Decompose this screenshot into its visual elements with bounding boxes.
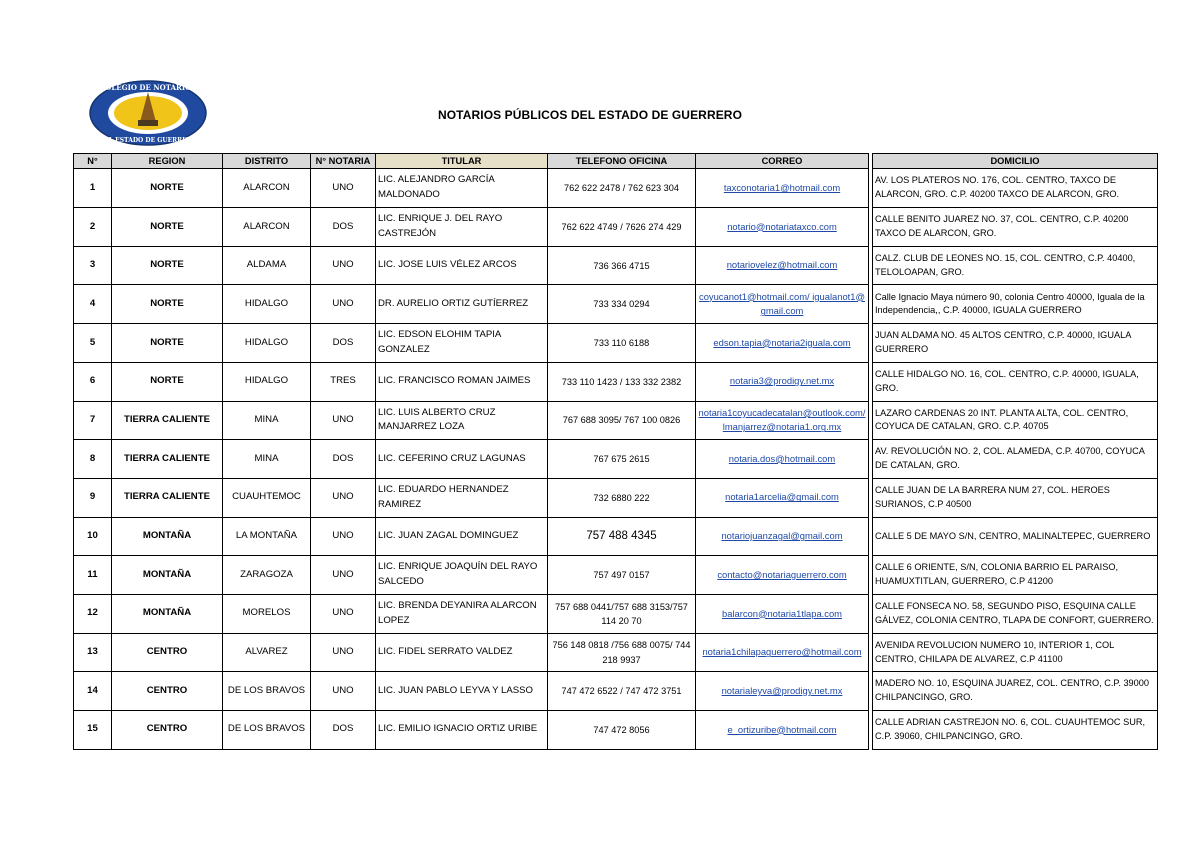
header-distrito: DISTRITO xyxy=(223,154,311,169)
telefono-cell: 732 6880 222 xyxy=(548,478,696,517)
telefono-cell: 757 497 0157 xyxy=(548,556,696,595)
titular-cell: LIC. ENRIQUE J. DEL RAYO CASTREJÓN xyxy=(376,208,548,247)
region-cell: MONTAÑA xyxy=(112,556,223,595)
distrito-cell: HIDALGO xyxy=(223,285,311,324)
notaria-cell: UNO xyxy=(311,594,376,633)
correo-link[interactable]: e_ortizuribe@hotmail.com xyxy=(696,711,869,750)
table-row xyxy=(74,362,1158,401)
row-number: 13 xyxy=(74,633,112,672)
correo-link[interactable]: coyucanot1@hotmail.com/ igualanot1@gmail.com xyxy=(696,285,869,324)
header-domicilio: DOMICILIO xyxy=(873,154,1158,169)
telefono-cell: 757 688 0441/757 688 3153/757 114 20 70 xyxy=(548,594,696,633)
titular-cell: LIC. LUIS ALBERTO CRUZ MANJARREZ LOZA xyxy=(376,401,548,440)
domicilio-cell: CALLE JUAN DE LA BARRERA NUM 27, COL. HEROES SURIANOS, C.P 40500 xyxy=(873,478,1158,517)
row-number: 9 xyxy=(74,478,112,517)
header-telefono: TELEFONO OFICINA xyxy=(548,154,696,169)
distrito-cell: MORELOS xyxy=(223,594,311,633)
header-notaria: N° NOTARIA xyxy=(311,154,376,169)
distrito-cell: MINA xyxy=(223,440,311,479)
distrito-cell: ALDAMA xyxy=(223,246,311,285)
region-cell: CENTRO xyxy=(112,672,223,711)
region-cell: TIERRA CALIENTE xyxy=(112,440,223,479)
table-row xyxy=(74,478,1158,517)
telefono-cell: 733 110 6188 xyxy=(548,324,696,363)
distrito-cell: CUAUHTEMOC xyxy=(223,478,311,517)
region-cell: NORTE xyxy=(112,324,223,363)
table-row xyxy=(74,324,1158,363)
table-row xyxy=(74,246,1158,285)
row-number: 15 xyxy=(74,711,112,750)
domicilio-cell: CALLE HIDALGO NO. 16, COL. CENTRO, C.P. 40000, IGUALA, GRO. xyxy=(873,362,1158,401)
correo-link[interactable]: contacto@notariaguerrero.com xyxy=(696,556,869,595)
domicilio-cell: CALLE ADRIAN CASTREJON NO. 6, COL. CUAUHTEMOC SUR, C.P. 39060, CHILPANCINGO, GRO. xyxy=(873,711,1158,750)
titular-cell: LIC. EMILIO IGNACIO ORTIZ URIBE xyxy=(376,711,548,750)
row-number: 3 xyxy=(74,246,112,285)
row-number: 10 xyxy=(74,517,112,556)
telefono-cell: 736 366 4715 xyxy=(548,246,696,285)
domicilio-cell: AVENIDA REVOLUCION NUMERO 10, INTERIOR 1, COL CENTRO, CHILAPA DE ALVAREZ, C.P 41100 xyxy=(873,633,1158,672)
telefono-cell: 762 622 4749 / 7626 274 429 xyxy=(548,208,696,247)
correo-link[interactable]: notario@notariataxco.com xyxy=(696,208,869,247)
correo-link[interactable]: notarialeyva@prodigy.net.mx xyxy=(696,672,869,711)
row-number: 11 xyxy=(74,556,112,595)
region-cell: NORTE xyxy=(112,285,223,324)
page-title: NOTARIOS PÚBLICOS DEL ESTADO DE GUERRERO xyxy=(437,108,743,122)
notaria-cell: UNO xyxy=(311,556,376,595)
domicilio-cell: LAZARO CARDENAS 20 INT. PLANTA ALTA, COL. CENTRO, COYUCA DE CATALAN, GRO. C.P. 40705 xyxy=(873,401,1158,440)
correo-link[interactable]: notaria1chilapaguerrero@hotmail.com xyxy=(696,633,869,672)
domicilio-cell: MADERO NO. 10, ESQUINA JUAREZ, COL. CENTRO, C.P. 39000 CHILPANCINGO, GRO. xyxy=(873,672,1158,711)
row-number: 2 xyxy=(74,208,112,247)
notaria-cell: UNO xyxy=(311,401,376,440)
notaria-cell: DOS xyxy=(311,208,376,247)
row-number: 1 xyxy=(74,169,112,208)
table-row xyxy=(74,711,1158,750)
telefono-cell: 767 688 3095/ 767 100 0826 xyxy=(548,401,696,440)
domicilio-cell: JUAN ALDAMA NO. 45 ALTOS CENTRO, C.P. 40000, IGUALA GUERRERO xyxy=(873,324,1158,363)
region-cell: MONTAÑA xyxy=(112,594,223,633)
telefono-cell: 733 110 1423 / 133 332 2382 xyxy=(548,362,696,401)
table-row xyxy=(74,594,1158,633)
region-cell: CENTRO xyxy=(112,711,223,750)
region-cell: MONTAÑA xyxy=(112,517,223,556)
domicilio-cell: CALLE FONSECA NO. 58, SEGUNDO PISO, ESQUINA CALLE GÁLVEZ, COLONIA CENTRO, TLAPA DE CONFORT, GUERRERO. xyxy=(873,594,1158,633)
domicilio-cell: CALLE 5 DE MAYO S/N, CENTRO, MALINALTEPEC, GUERRERO xyxy=(873,517,1158,556)
region-cell: NORTE xyxy=(112,169,223,208)
titular-cell: LIC. EDUARDO HERNANDEZ RAMIREZ xyxy=(376,478,548,517)
row-number: 8 xyxy=(74,440,112,479)
correo-link[interactable]: notariovelez@hotmail.com xyxy=(696,246,869,285)
correo-link[interactable]: notaria1coyucadecatalan@outlook.com/ lmanjarrez@notaria1.org.mx xyxy=(696,401,869,440)
distrito-cell: ZARAGOZA xyxy=(223,556,311,595)
domicilio-cell: AV. LOS PLATEROS NO. 176, COL. CENTRO, TAXCO DE ALARCON, GRO. C.P. 40200 TAXCO DE ALARCON, GRO. xyxy=(873,169,1158,208)
row-number: 7 xyxy=(74,401,112,440)
logo-bottom-text: DEL ESTADO DE GUERRERO xyxy=(99,137,197,144)
notaria-cell: UNO xyxy=(311,246,376,285)
titular-cell: LIC. JOSE LUIS VÉLEZ ARCOS xyxy=(376,246,548,285)
telefono-cell: 767 675 2615 xyxy=(548,440,696,479)
telefono-cell: 757 488 4345 xyxy=(548,517,696,556)
region-cell: TIERRA CALIENTE xyxy=(112,478,223,517)
titular-cell: LIC. JUAN ZAGAL DOMINGUEZ xyxy=(376,517,548,556)
correo-link[interactable]: notaria3@prodigy.net.mx xyxy=(696,362,869,401)
distrito-cell: ALVAREZ xyxy=(223,633,311,672)
table-header-row xyxy=(74,154,1158,169)
header-num: N° xyxy=(74,154,112,169)
domicilio-cell: Calle Ignacio Maya número 90, colonia Centro 40000, Iguala de la Independencia,, C.P. 40000, IGUALA GUERRERO xyxy=(873,285,1158,324)
table-row xyxy=(74,401,1158,440)
header-region: REGION xyxy=(112,154,223,169)
table-row xyxy=(74,556,1158,595)
table-row xyxy=(74,517,1158,556)
titular-cell: LIC. CEFERINO CRUZ LAGUNAS xyxy=(376,440,548,479)
domicilio-cell: CALLE BENITO JUAREZ NO. 37, COL. CENTRO, C.P. 40200 TAXCO DE ALARCON, GRO. xyxy=(873,208,1158,247)
row-number: 12 xyxy=(74,594,112,633)
domicilio-cell: CALLE 6 ORIENTE, S/N, COLONIA BARRIO EL PARAISO, HUAMUXTITLAN, GUERRERO, C.P 41200 xyxy=(873,556,1158,595)
notaria-cell: DOS xyxy=(311,324,376,363)
row-number: 4 xyxy=(74,285,112,324)
region-cell: NORTE xyxy=(112,362,223,401)
region-cell: CENTRO xyxy=(112,633,223,672)
titular-cell: LIC. JUAN PABLO LEYVA Y LASSO xyxy=(376,672,548,711)
correo-link[interactable]: taxconotaria1@hotmail.com xyxy=(696,169,869,208)
notaria-cell: UNO xyxy=(311,517,376,556)
distrito-cell: DE LOS BRAVOS xyxy=(223,711,311,750)
logo-top-text: COLEGIO DE NOTARIOS xyxy=(99,83,197,92)
colegio-notarios-logo xyxy=(88,80,208,146)
notarios-table xyxy=(73,153,1158,750)
table-row xyxy=(74,633,1158,672)
notaria-cell: UNO xyxy=(311,285,376,324)
distrito-cell: MINA xyxy=(223,401,311,440)
titular-cell: LIC. FIDEL SERRATO VALDEZ xyxy=(376,633,548,672)
notaria-cell: DOS xyxy=(311,440,376,479)
titular-cell: LIC. BRENDA DEYANIRA ALARCON LOPEZ xyxy=(376,594,548,633)
distrito-cell: HIDALGO xyxy=(223,362,311,401)
table-row xyxy=(74,440,1158,479)
titular-cell: DR. AURELIO ORTIZ GUTÍERREZ xyxy=(376,285,548,324)
correo-link[interactable]: edson.tapia@notaria2iguala.com xyxy=(696,324,869,363)
telefono-cell: 747 472 8056 xyxy=(548,711,696,750)
notaria-cell: UNO xyxy=(311,478,376,517)
distrito-cell: DE LOS BRAVOS xyxy=(223,672,311,711)
telefono-cell: 756 148 0818 /756 688 0075/ 744 218 9937 xyxy=(548,633,696,672)
notaria-cell: UNO xyxy=(311,169,376,208)
distrito-cell: HIDALGO xyxy=(223,324,311,363)
header-titular: TITULAR xyxy=(376,154,548,169)
notaria-cell: UNO xyxy=(311,672,376,711)
notaria-cell: DOS xyxy=(311,711,376,750)
telefono-cell: 733 334 0294 xyxy=(548,285,696,324)
table-row xyxy=(74,672,1158,711)
table-row xyxy=(74,208,1158,247)
correo-link[interactable]: notaria1arcelia@gmail.com xyxy=(696,478,869,517)
table-row xyxy=(74,285,1158,324)
distrito-cell: ALARCON xyxy=(223,169,311,208)
correo-link[interactable]: notaria.dos@hotmail.com xyxy=(696,440,869,479)
region-cell: NORTE xyxy=(112,208,223,247)
domicilio-cell: CALZ. CLUB DE LEONES NO. 15, COL. CENTRO, C.P. 40400, TELOLOAPAN, GRO. xyxy=(873,246,1158,285)
domicilio-cell: AV. REVOLUCIÓN NO. 2, COL. ALAMEDA, C.P. 40700, COYUCA DE CATALAN, GRO. xyxy=(873,440,1158,479)
notaria-cell: TRES xyxy=(311,362,376,401)
titular-cell: LIC. FRANCISCO ROMAN JAIMES xyxy=(376,362,548,401)
distrito-cell: ALARCON xyxy=(223,208,311,247)
distrito-cell: LA MONTAÑA xyxy=(223,517,311,556)
titular-cell: LIC. ALEJANDRO GARCÍA MALDONADO xyxy=(376,169,548,208)
header-correo: CORREO xyxy=(696,154,869,169)
telefono-cell: 747 472 6522 / 747 472 3751 xyxy=(548,672,696,711)
row-number: 6 xyxy=(74,362,112,401)
row-number: 14 xyxy=(74,672,112,711)
correo-link[interactable]: balarcon@notaria1tlapa.com xyxy=(696,594,869,633)
telefono-cell: 762 622 2478 / 762 623 304 xyxy=(548,169,696,208)
region-cell: NORTE xyxy=(112,246,223,285)
titular-cell: LIC. ENRIQUE JOAQUÍN DEL RAYO SALCEDO xyxy=(376,556,548,595)
correo-link[interactable]: notariojuanzagal@gmail.com xyxy=(696,517,869,556)
region-cell: TIERRA CALIENTE xyxy=(112,401,223,440)
notaria-cell: UNO xyxy=(311,633,376,672)
row-number: 5 xyxy=(74,324,112,363)
table-row xyxy=(74,169,1158,208)
titular-cell: LIC. EDSON ELOHIM TAPIA GONZALEZ xyxy=(376,324,548,363)
